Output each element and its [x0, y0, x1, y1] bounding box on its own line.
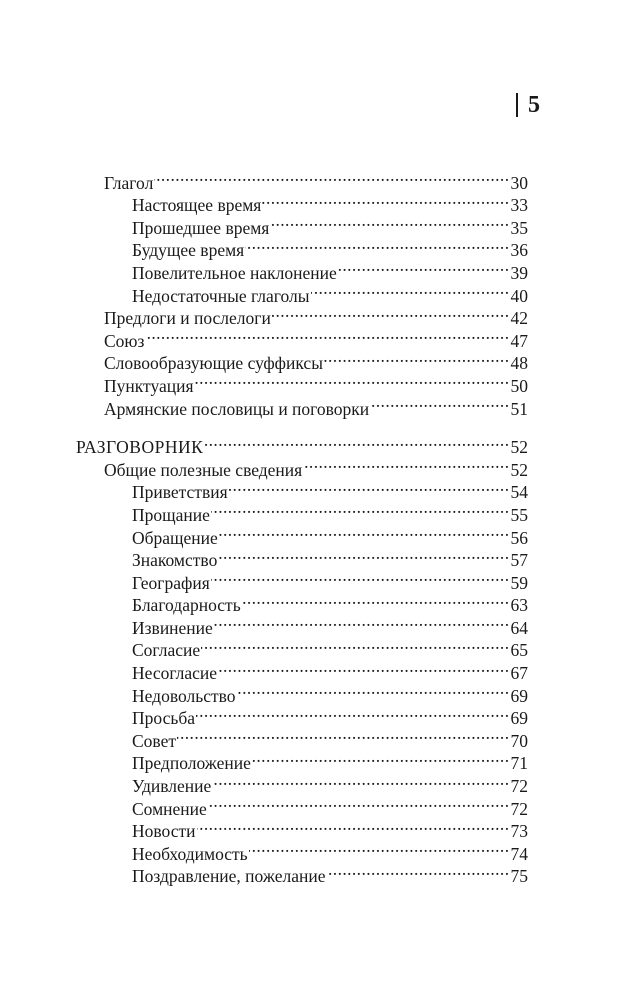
toc-entry-page: 64 — [510, 617, 528, 638]
dot-leader — [212, 769, 509, 792]
toc-entry[interactable] — [76, 166, 528, 193]
dot-leader — [270, 211, 509, 234]
header-divider — [516, 93, 518, 117]
dot-leader — [229, 476, 510, 499]
toc-entry-title: Приветствия — [132, 482, 228, 503]
toc-entry-title: Благодарность — [132, 595, 241, 616]
toc-section — [76, 431, 528, 887]
toc-entry-title: Извинение — [132, 617, 213, 638]
toc-entry-title: Предлоги и послелоги — [104, 308, 271, 329]
toc-entry-page: 51 — [510, 398, 528, 419]
toc-entry-title: География — [132, 572, 210, 593]
dot-leader — [201, 634, 509, 657]
toc-entry-title: Новости — [132, 821, 196, 842]
toc-entry-title: Словообразующие суффиксы — [104, 353, 323, 374]
toc-entry-title: Знакомство — [132, 550, 218, 571]
toc-entry-title: Глагол — [104, 172, 154, 193]
dot-leader — [145, 324, 509, 347]
dot-leader — [327, 860, 510, 883]
dot-leader — [237, 679, 510, 702]
dot-leader — [370, 392, 509, 415]
toc-entry-page: 67 — [510, 663, 528, 684]
toc-entry-title: Просьба — [132, 708, 195, 729]
toc-entry-page: 70 — [510, 730, 528, 751]
toc-entry-title: Прошедшее время — [132, 217, 270, 238]
toc-entry-page: 63 — [510, 595, 528, 616]
dot-leader — [303, 453, 509, 476]
toc-entry-page: 39 — [510, 262, 528, 283]
toc-entry-page: 55 — [510, 504, 528, 525]
toc-entry-title: Союз — [104, 330, 145, 351]
toc-entry-page: 36 — [510, 240, 528, 261]
toc-entry-page: 35 — [510, 217, 528, 238]
toc-entry-page: 33 — [510, 195, 528, 216]
toc-entry-title: Несогласие — [132, 663, 218, 684]
page-header — [516, 93, 540, 117]
dot-leader — [252, 747, 510, 770]
toc-entry-title: Армянские пословицы и поговорки — [104, 398, 370, 419]
toc-entry-title: Совет — [132, 730, 176, 751]
dot-leader — [177, 724, 510, 747]
dot-leader — [154, 166, 509, 189]
toc-entry-title: Прощание — [132, 504, 210, 525]
dot-leader — [338, 256, 510, 279]
dot-leader — [311, 279, 510, 302]
toc-entry-title: Сомнение — [132, 798, 207, 819]
dot-leader — [211, 566, 510, 589]
page-number: 5 — [528, 92, 540, 118]
toc-entry-title: Обращение — [132, 527, 218, 548]
toc-entry-page: 30 — [510, 172, 528, 193]
dot-leader — [214, 611, 510, 634]
dot-leader — [219, 521, 510, 544]
toc-entry-title: Будущее время — [132, 240, 245, 261]
dot-leader — [197, 815, 510, 838]
dot-leader — [196, 702, 510, 725]
dot-leader — [218, 656, 509, 679]
toc-entry-page: 56 — [510, 527, 528, 548]
toc-entry-title: Пунктуация — [104, 375, 194, 396]
toc-entry-page: 72 — [510, 776, 528, 797]
toc-entry-page: 75 — [510, 866, 528, 887]
toc-entry-title: Предположение — [132, 753, 251, 774]
table-of-contents — [76, 166, 528, 887]
toc-entry-page: 72 — [510, 798, 528, 819]
toc-entry-title: Общие полезные сведения — [104, 459, 303, 480]
dot-leader — [218, 544, 509, 567]
dot-leader — [242, 589, 510, 612]
toc-entry-title: Недовольство — [132, 685, 236, 706]
toc-entry-page: 59 — [510, 572, 528, 593]
toc-entry-page: 74 — [510, 843, 528, 864]
dot-leader — [195, 369, 510, 392]
dot-leader — [211, 498, 510, 521]
toc-entry[interactable] — [76, 431, 528, 458]
dot-leader — [245, 234, 509, 257]
toc-entry-page: 69 — [510, 708, 528, 729]
toc-entry-title: Повелительное наклонение — [132, 262, 337, 283]
dot-leader — [262, 189, 509, 212]
toc-entry-page: 40 — [510, 285, 528, 306]
toc-entry-page: 52 — [510, 459, 528, 480]
toc-entry-title: Поздравление, пожелание — [132, 866, 326, 887]
dot-leader — [324, 347, 510, 370]
dot-leader — [272, 302, 510, 325]
toc-entry-page: 48 — [510, 353, 528, 374]
toc-entry-page: 42 — [510, 308, 528, 329]
toc-entry-title: Удивление — [132, 776, 212, 797]
toc-entry-page: 54 — [510, 482, 528, 503]
toc-entry-page: 52 — [510, 437, 528, 458]
toc-entry-title: Согласие — [132, 640, 201, 661]
toc-entry-page: 73 — [510, 821, 528, 842]
toc-entry-page: 69 — [510, 685, 528, 706]
toc-entry-page: 47 — [510, 330, 528, 351]
dot-leader — [208, 792, 510, 815]
toc-entry-title: Настоящее время — [132, 195, 262, 216]
toc-entry-title: РАЗГОВОРНИК — [76, 437, 204, 458]
toc-entry-page: 65 — [510, 640, 528, 661]
toc-entry-page: 50 — [510, 375, 528, 396]
toc-entry-title: Необходимость — [132, 843, 248, 864]
dot-leader — [204, 431, 509, 454]
toc-section — [76, 166, 528, 419]
dot-leader — [249, 837, 510, 860]
toc-entry-page: 57 — [510, 550, 528, 571]
toc-entry-page: 71 — [510, 753, 528, 774]
toc-entry-title: Недостаточные глаголы — [132, 285, 310, 306]
